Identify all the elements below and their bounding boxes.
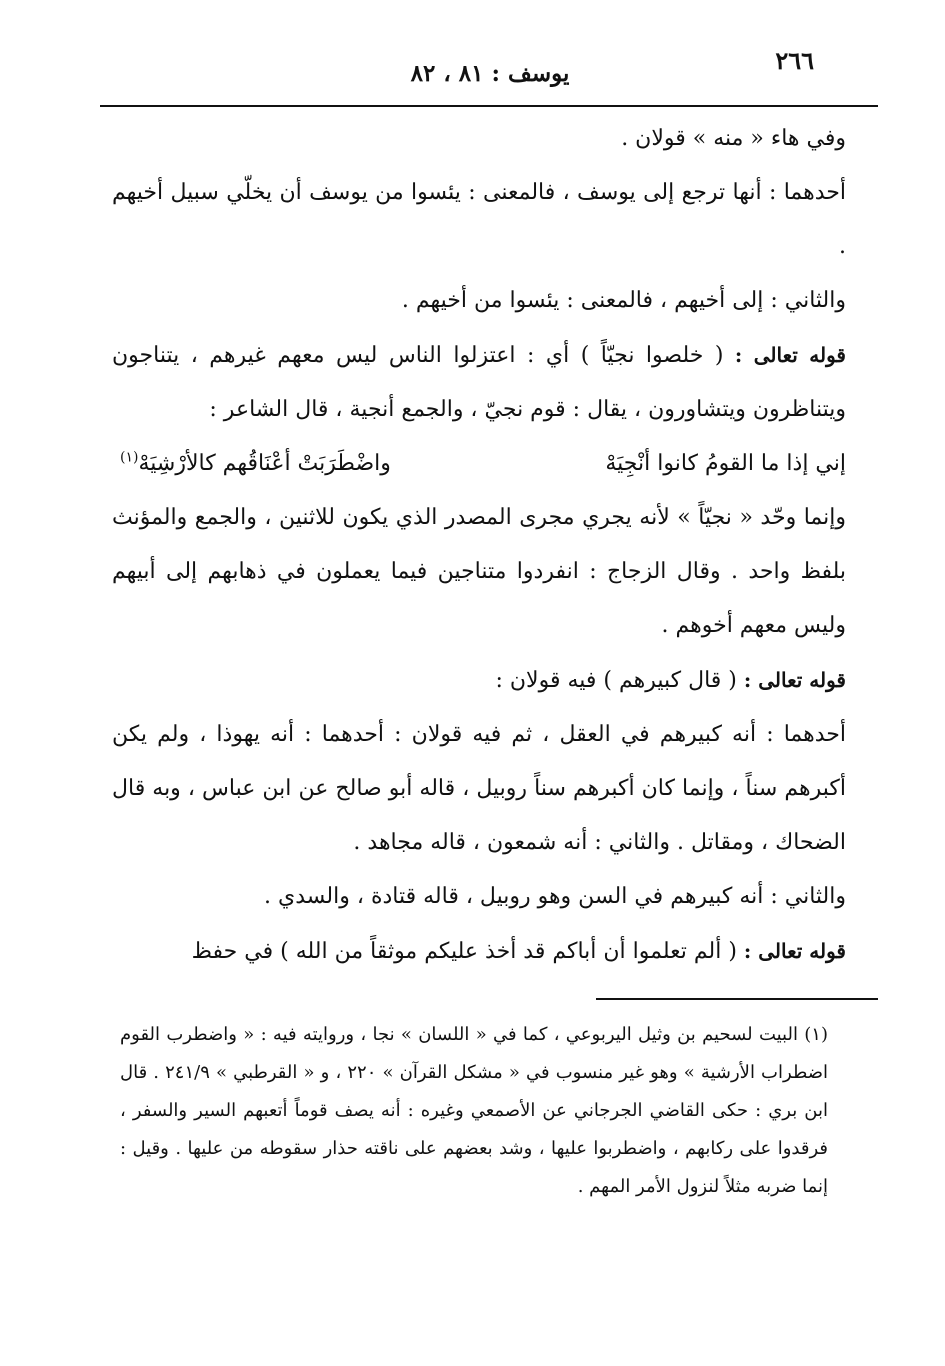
paragraph-lead: قوله تعالى : [743, 668, 846, 692]
paragraph-text: ( ألم تعلموا أن أباكم قد أخذ عليكم موثقاً من الله ) في حفظ [191, 939, 737, 964]
paragraph [112, 653, 846, 708]
paragraph: والثاني : إلى أخيهم ، فالمعنى : يئسوا من أخيهم . [401, 288, 846, 313]
paragraph: أحدهما : أنه كبيرهم في العقل ، ثم فيه قولان : أحدهما : أنه يهوذا ، ولم يكن أكبرهم سناً ، وإنما كان أكبرهم سناً روبيل ، قاله أبو صالح عن ابن عباس ، وبه قال الضحاك ، ومقاتل . والثاني : أنه شمعون ، قاله مجاهد . [112, 722, 846, 855]
poetry-verse [112, 437, 846, 491]
verse-second-hemistich: واضْطَرَبَتْ أعْنَاقُهم كالأرْشِيَهْ$^{(١)}$ [120, 449, 391, 476]
paragraph-text: ( قال كبيرهم ) فيه قولان : [495, 668, 737, 693]
footnotes [120, 1016, 866, 1206]
page-number: ٢٦٦ [775, 46, 814, 75]
footnote-rule [596, 998, 878, 1000]
paragraph-lead: قوله تعالى : [743, 939, 846, 963]
footnote: (١) البيت لسحيم بن وثيل اليربوعي ، كما في « اللسان » نجا ، وروايته فيه : « واضطرب القوم اضطراب الأرشية » وهو غير منسوب في « مشكل القرآن » ٢٢٠ ، و « القرطبي » ٢٤١/٩ . قال ابن بري : حكى القاضي الجرجاني عن الأصمعي وغيره : أنه يصف قوماً أتعبهم السير والسفر ، فرقدوا على ركابهم ، واضطربوا عليها ، وشد بعضهم على ناقته حذار سقوطه من عليها . وقيل : إنما ضربه مثلاً لنزول الأمر المهم . [120, 1024, 828, 1197]
verse-first-hemistich: إني إذا ما القومُ كانوا أنْجِيَهْ [605, 451, 846, 476]
paragraph: وإنما وحّد « نجيّاً » لأنه يجري مجرى المصدر الذي يكون للاثنين ، والجمع والمؤنث بلفظ واحد . وقال الزجاج : انفردوا متناجين فيما يعملون في ذهابهم إلى أبيهم وليس معهم أخوهم . [112, 505, 846, 638]
header-rule [100, 105, 878, 107]
paragraph [112, 328, 846, 437]
paragraph-text: ( خلصوا نجيّاً ) أي : اعتزلوا الناس ليس معهم غيرهم ، يتناجون ويتناظرون ويتشاورون ، يقال : قوم نجيّ ، والجمع أنجية ، قال الشاعر : [112, 343, 846, 422]
paragraph: أحدهما : أنها ترجع إلى يوسف ، فالمعنى : يئسوا من يوسف أن يخلّي سبيل أخيهم . [112, 180, 846, 259]
paragraph-lead: قوله تعالى : [734, 343, 846, 367]
main-text [112, 112, 846, 979]
paragraph [112, 924, 846, 979]
paragraph: والثاني : أنه كبيرهم في السن وهو روبيل ، قاله قتادة ، والسدي . [264, 884, 846, 909]
running-head: يوسف : ٨١ ، ٨٢ [410, 60, 570, 87]
footnote-marker: (١) [120, 449, 139, 466]
page-header [100, 46, 880, 96]
paragraph: وفي هاء « منه » قولان . [621, 126, 846, 151]
